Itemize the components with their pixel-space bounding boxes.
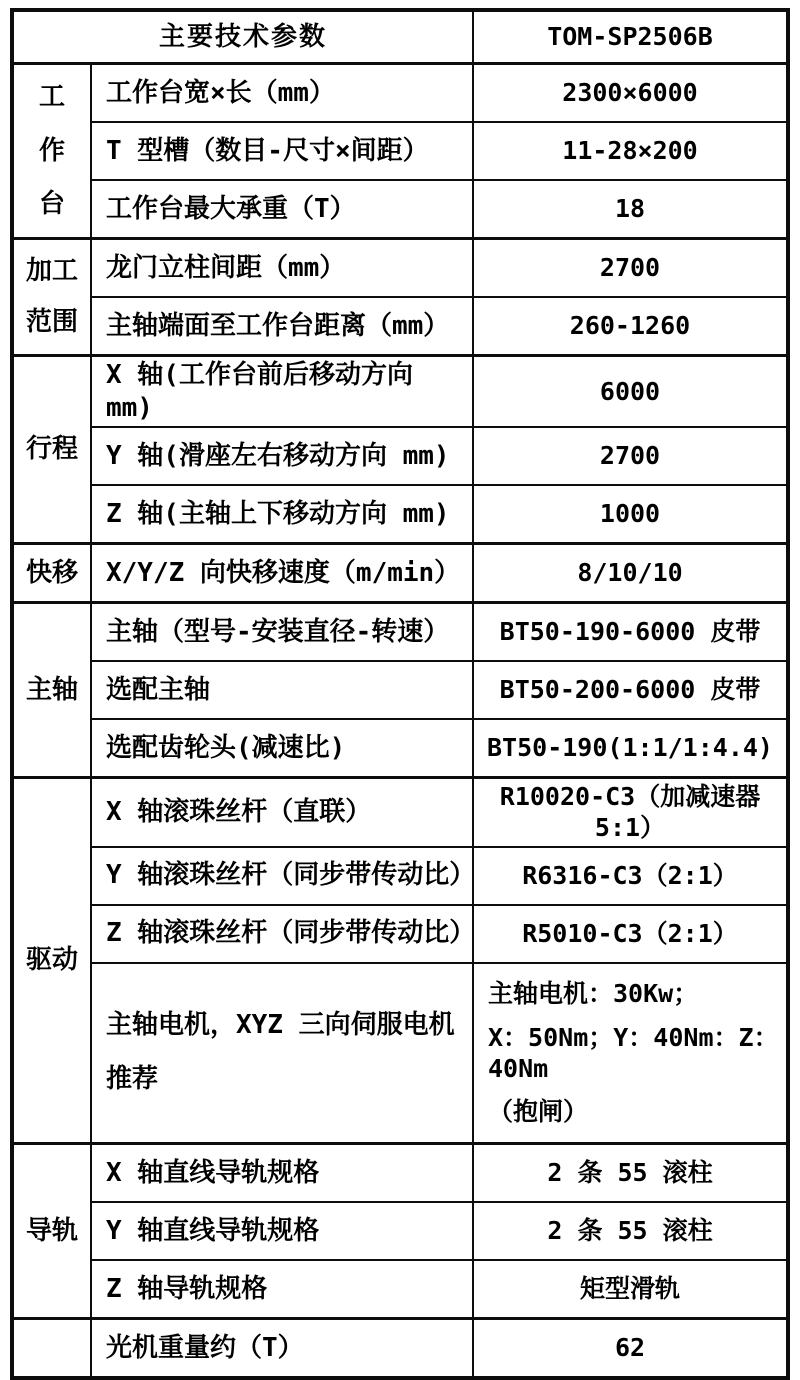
table-row bbox=[92, 65, 786, 121]
value-line: （抱闸） bbox=[488, 1097, 589, 1127]
table-row-motor bbox=[92, 962, 786, 1143]
value-cell: BT50-200-6000 皮带 bbox=[499, 675, 761, 705]
param-cell: X 轴滚珠丝杆（直联） bbox=[92, 779, 474, 846]
group-label-machining-range bbox=[14, 240, 92, 354]
param-cell: Y 轴(滑座左右移动方向 mm) bbox=[92, 428, 474, 484]
value-cell: 62 bbox=[614, 1333, 646, 1363]
value-cell: R6316-C3（2:1） bbox=[522, 860, 738, 890]
table-row bbox=[92, 660, 786, 718]
table-row bbox=[92, 846, 786, 904]
group-label-line: 作 bbox=[38, 135, 65, 166]
value-cell: R5010-C3（2:1） bbox=[522, 918, 738, 948]
param-cell: 主轴端面至工作台距离（mm） bbox=[92, 298, 474, 354]
value-cell: 2700 bbox=[599, 441, 661, 471]
group-travel bbox=[14, 354, 786, 542]
group-weight bbox=[14, 1317, 786, 1376]
param-cell: 龙门立柱间距（mm） bbox=[92, 240, 474, 296]
param-cell: Z 轴滚珠丝杆（同步带传动比） bbox=[92, 906, 474, 962]
group-label-line: 主轴 bbox=[25, 674, 78, 705]
table-row bbox=[92, 604, 786, 660]
value-cell: 11-28×200 bbox=[562, 136, 698, 166]
param-cell: Y 轴直线导轨规格 bbox=[92, 1203, 474, 1259]
group-label-guideway bbox=[14, 1145, 92, 1317]
param-cell: X 轴(工作台前后移动方向 mm) bbox=[92, 357, 474, 426]
table-row bbox=[92, 426, 786, 484]
param-cell: 工作台宽×长（mm） bbox=[92, 65, 474, 121]
group-label-travel bbox=[14, 357, 92, 542]
table-row bbox=[92, 484, 786, 542]
value-cell: 18 bbox=[614, 194, 646, 224]
table-row bbox=[92, 718, 786, 776]
group-label-worktable bbox=[14, 65, 92, 237]
value-cell: 260-1260 bbox=[569, 311, 691, 341]
param-cell: Z 轴(主轴上下移动方向 mm) bbox=[92, 486, 474, 542]
group-spindle bbox=[14, 601, 786, 776]
spec-table bbox=[10, 8, 790, 1380]
group-label-line: 导轨 bbox=[25, 1215, 78, 1246]
table-title: 主要技术参数 bbox=[14, 12, 474, 62]
group-label-line: 行程 bbox=[25, 434, 78, 465]
group-guideway bbox=[14, 1142, 786, 1317]
table-row bbox=[92, 1145, 786, 1201]
value-cell bbox=[474, 964, 786, 1143]
param-cell: T 型槽（数目-尺寸×间距） bbox=[92, 123, 474, 179]
value-cell: 2 条 55 滚柱 bbox=[547, 1158, 713, 1188]
value-cell: 6000 bbox=[599, 376, 661, 406]
group-drive bbox=[14, 776, 786, 1142]
table-row bbox=[92, 357, 786, 426]
table-row bbox=[92, 179, 786, 237]
group-machining-range bbox=[14, 237, 786, 354]
param-cell: 选配齿轮头(减速比) bbox=[92, 720, 474, 776]
group-label-line: 加工 bbox=[25, 256, 78, 287]
param-cell: 主轴（型号-安装直径-转速） bbox=[92, 604, 474, 660]
value-cell: 矩型滑轨 bbox=[579, 1274, 680, 1304]
group-worktable bbox=[14, 62, 786, 237]
param-cell: 选配主轴 bbox=[92, 662, 474, 718]
param-cell: Z 轴导轨规格 bbox=[92, 1261, 474, 1317]
table-row bbox=[92, 1201, 786, 1259]
value-cell: R10020-C3（加减速器 5:1） bbox=[499, 782, 761, 843]
value-cell: 2700 bbox=[599, 253, 661, 283]
table-row bbox=[92, 121, 786, 179]
value-cell: BT50-190-6000 皮带 bbox=[499, 617, 761, 647]
table-row bbox=[92, 296, 786, 354]
group-label-empty bbox=[14, 1320, 92, 1376]
value-cell: 8/10/10 bbox=[577, 558, 683, 588]
group-label-line: 快移 bbox=[25, 557, 78, 588]
table-row bbox=[92, 545, 786, 601]
group-label-line: 工 bbox=[38, 82, 65, 113]
param-cell: 光机重量约（T） bbox=[92, 1320, 474, 1376]
param-cell: Y 轴滚珠丝杆（同步带传动比） bbox=[92, 848, 474, 904]
group-label-line: 范围 bbox=[25, 307, 78, 338]
param-cell: X 轴直线导轨规格 bbox=[92, 1145, 474, 1201]
table-row bbox=[92, 240, 786, 296]
param-cell: 工作台最大承重（T） bbox=[92, 181, 474, 237]
group-label-drive bbox=[14, 779, 92, 1142]
table-row bbox=[92, 1259, 786, 1317]
group-label-rapid-traverse bbox=[14, 545, 92, 601]
table-row bbox=[92, 904, 786, 962]
value-cell: 1000 bbox=[599, 499, 661, 529]
group-label-spindle bbox=[14, 604, 92, 776]
table-header-row bbox=[14, 12, 786, 62]
value-line: 主轴电机：30Kw； bbox=[488, 978, 699, 1008]
model-header: TOM-SP2506B bbox=[547, 22, 713, 52]
table-row bbox=[92, 779, 786, 846]
param-cell: X/Y/Z 向快移速度（m/min） bbox=[92, 545, 474, 601]
group-rapid-traverse bbox=[14, 542, 786, 601]
value-cell: 2300×6000 bbox=[562, 78, 698, 108]
group-label-line: 驱动 bbox=[25, 945, 78, 976]
value-cell: BT50-190(1:1/1:4.4) bbox=[487, 733, 773, 763]
param-cell: 主轴电机，XYZ 三向伺服电机推荐 bbox=[92, 964, 474, 1143]
table-row bbox=[92, 1320, 786, 1376]
value-cell: 2 条 55 滚柱 bbox=[547, 1216, 713, 1246]
group-label-line: 台 bbox=[38, 189, 65, 220]
value-line: X：50Nm；Y：40Nm：Z：40Nm bbox=[488, 1022, 779, 1083]
